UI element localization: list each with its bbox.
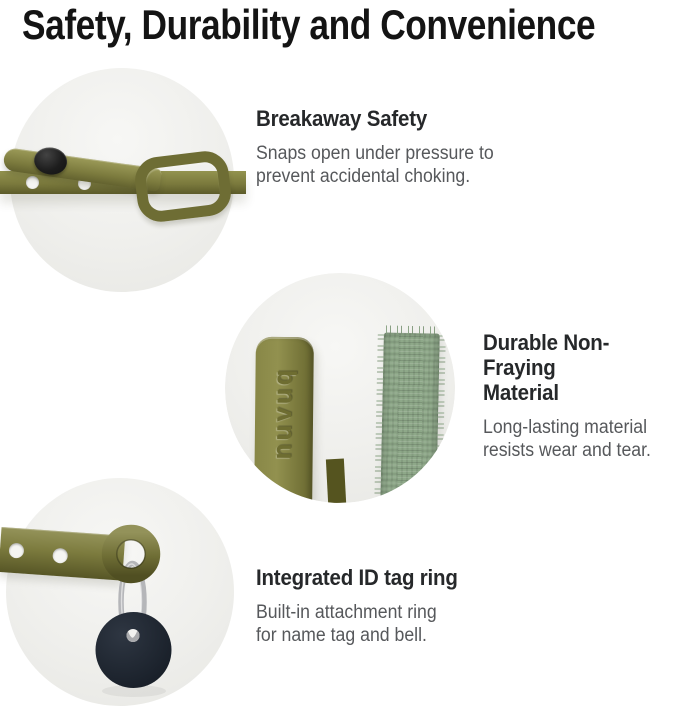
id-ring-assembly bbox=[6, 478, 234, 706]
feature-body bbox=[483, 416, 665, 462]
silicone-strap bbox=[254, 337, 314, 503]
breakaway-loop bbox=[132, 149, 233, 225]
materials-photo bbox=[225, 273, 455, 503]
photo-circle-clip bbox=[225, 273, 455, 503]
page-title bbox=[22, 1, 679, 49]
feature-card-material bbox=[483, 330, 679, 462]
brand-emboss-text: nuvuq bbox=[266, 366, 298, 460]
feature-card-breakaway bbox=[256, 106, 512, 188]
fabric-strap bbox=[380, 332, 440, 503]
feature-heading-line: Integrated ID tag ring bbox=[256, 565, 458, 590]
strap-hole bbox=[26, 176, 39, 189]
silicone-strap-shadow-tab bbox=[326, 459, 346, 503]
feature-body bbox=[256, 142, 494, 188]
feature-heading-line: Durable Non-Fraying bbox=[483, 330, 610, 380]
feature-body-line: Snaps open under pressure to bbox=[256, 143, 494, 164]
molded-id-ring bbox=[110, 533, 153, 576]
feature-body-line: resists wear and tear. bbox=[483, 440, 651, 461]
page-title-text: Safety, Durability and Convenience bbox=[22, 1, 596, 48]
feature-body-line: for name tag and bell. bbox=[256, 625, 427, 646]
fabric-fray-top bbox=[384, 325, 440, 334]
feature-body-line: Built-in attachment ring bbox=[256, 602, 437, 623]
id-tag-ring-photo bbox=[6, 478, 234, 706]
feature-heading bbox=[256, 565, 458, 590]
breakaway-clasp-photo bbox=[10, 68, 234, 292]
feature-heading bbox=[483, 330, 665, 405]
feature-heading-line: Material bbox=[483, 380, 559, 405]
feature-body-line: prevent accidental choking. bbox=[256, 166, 471, 187]
id-tag bbox=[96, 612, 172, 688]
feature-heading-line: Breakaway Safety bbox=[256, 106, 428, 131]
feature-body-line: Long-lasting material bbox=[483, 417, 648, 438]
feature-card-id-ring bbox=[256, 565, 473, 647]
feature-body bbox=[256, 601, 458, 647]
feature-heading bbox=[256, 106, 494, 131]
